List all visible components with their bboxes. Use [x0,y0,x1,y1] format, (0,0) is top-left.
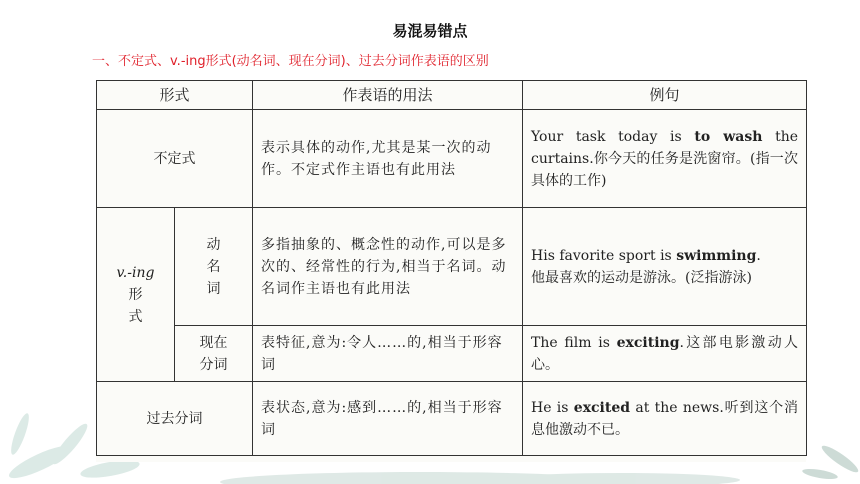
usage-infinitive: 表示具体的动作,尤其是某一次的动作。不定式作主语也有此用法 [253,110,523,208]
subform-gerund-line: 词 [206,280,221,297]
subform-gerund-line: 名 [206,258,221,275]
usage-present-participle: 表特征,意为:令人……的,相当于形容词 [253,326,523,382]
usage-past-participle: 表状态,意为:感到……的,相当于形容词 [253,382,523,456]
example-highlight: swimming [676,247,757,264]
example-text: Your task today is [531,128,695,145]
example-highlight: exciting [616,334,680,351]
form-infinitive: 不定式 [97,110,253,208]
subform-present-participle [175,326,253,382]
example-text: .这部电影激动人心。 [531,334,799,373]
comparison-table-container [96,80,806,462]
example-text: . [756,247,761,264]
example-present-participle [523,326,807,382]
table-row-present-participle [97,326,807,382]
example-text: The film is [531,334,617,351]
form-ing-line: 形 [128,286,143,303]
example-highlight: to wash [694,128,763,145]
table-row-past-participle [97,382,807,456]
table-row-gerund [97,208,807,326]
subform-pp-line: 现在 [199,334,228,351]
example-infinitive [523,110,807,208]
example-highlight: excited [573,399,631,416]
form-ing-line: v.-ing [116,264,155,281]
example-text: at the news.听到这个消息他激动不已。 [531,399,799,438]
subform-gerund-line: 动 [206,236,221,253]
example-past-participle [523,382,807,456]
header-usage: 作表语的用法 [253,81,523,110]
subform-gerund [175,208,253,326]
header-form: 形式 [97,81,253,110]
subform-pp-line: 分词 [199,356,228,373]
form-ing [97,208,175,382]
example-text: His favorite sport is [531,247,677,264]
example-text: He is [531,399,574,416]
example-text: the curtains.你今天的任务是洗窗帘。(指一次具体的工作) [531,128,799,189]
section-subtitle: 一、不定式、v.-ing形式(动名词、现在分词)、过去分词作表语的区别 [92,54,489,69]
table-header-row [97,81,807,110]
table-row-infinitive [97,110,807,208]
usage-gerund: 多指抽象的、概念性的动作,可以是多次的、经常性的行为,相当于名词。动名词作主语也有此用法 [253,208,523,326]
slide-title: 易混易错点 [392,22,468,40]
example-translation: 他最喜欢的运动是游泳。(泛指游泳) [531,269,752,286]
header-example: 例句 [523,81,807,110]
comparison-table [96,80,807,456]
form-past-participle: 过去分词 [97,382,253,456]
example-gerund [523,208,807,326]
form-ing-line: 式 [128,308,143,325]
